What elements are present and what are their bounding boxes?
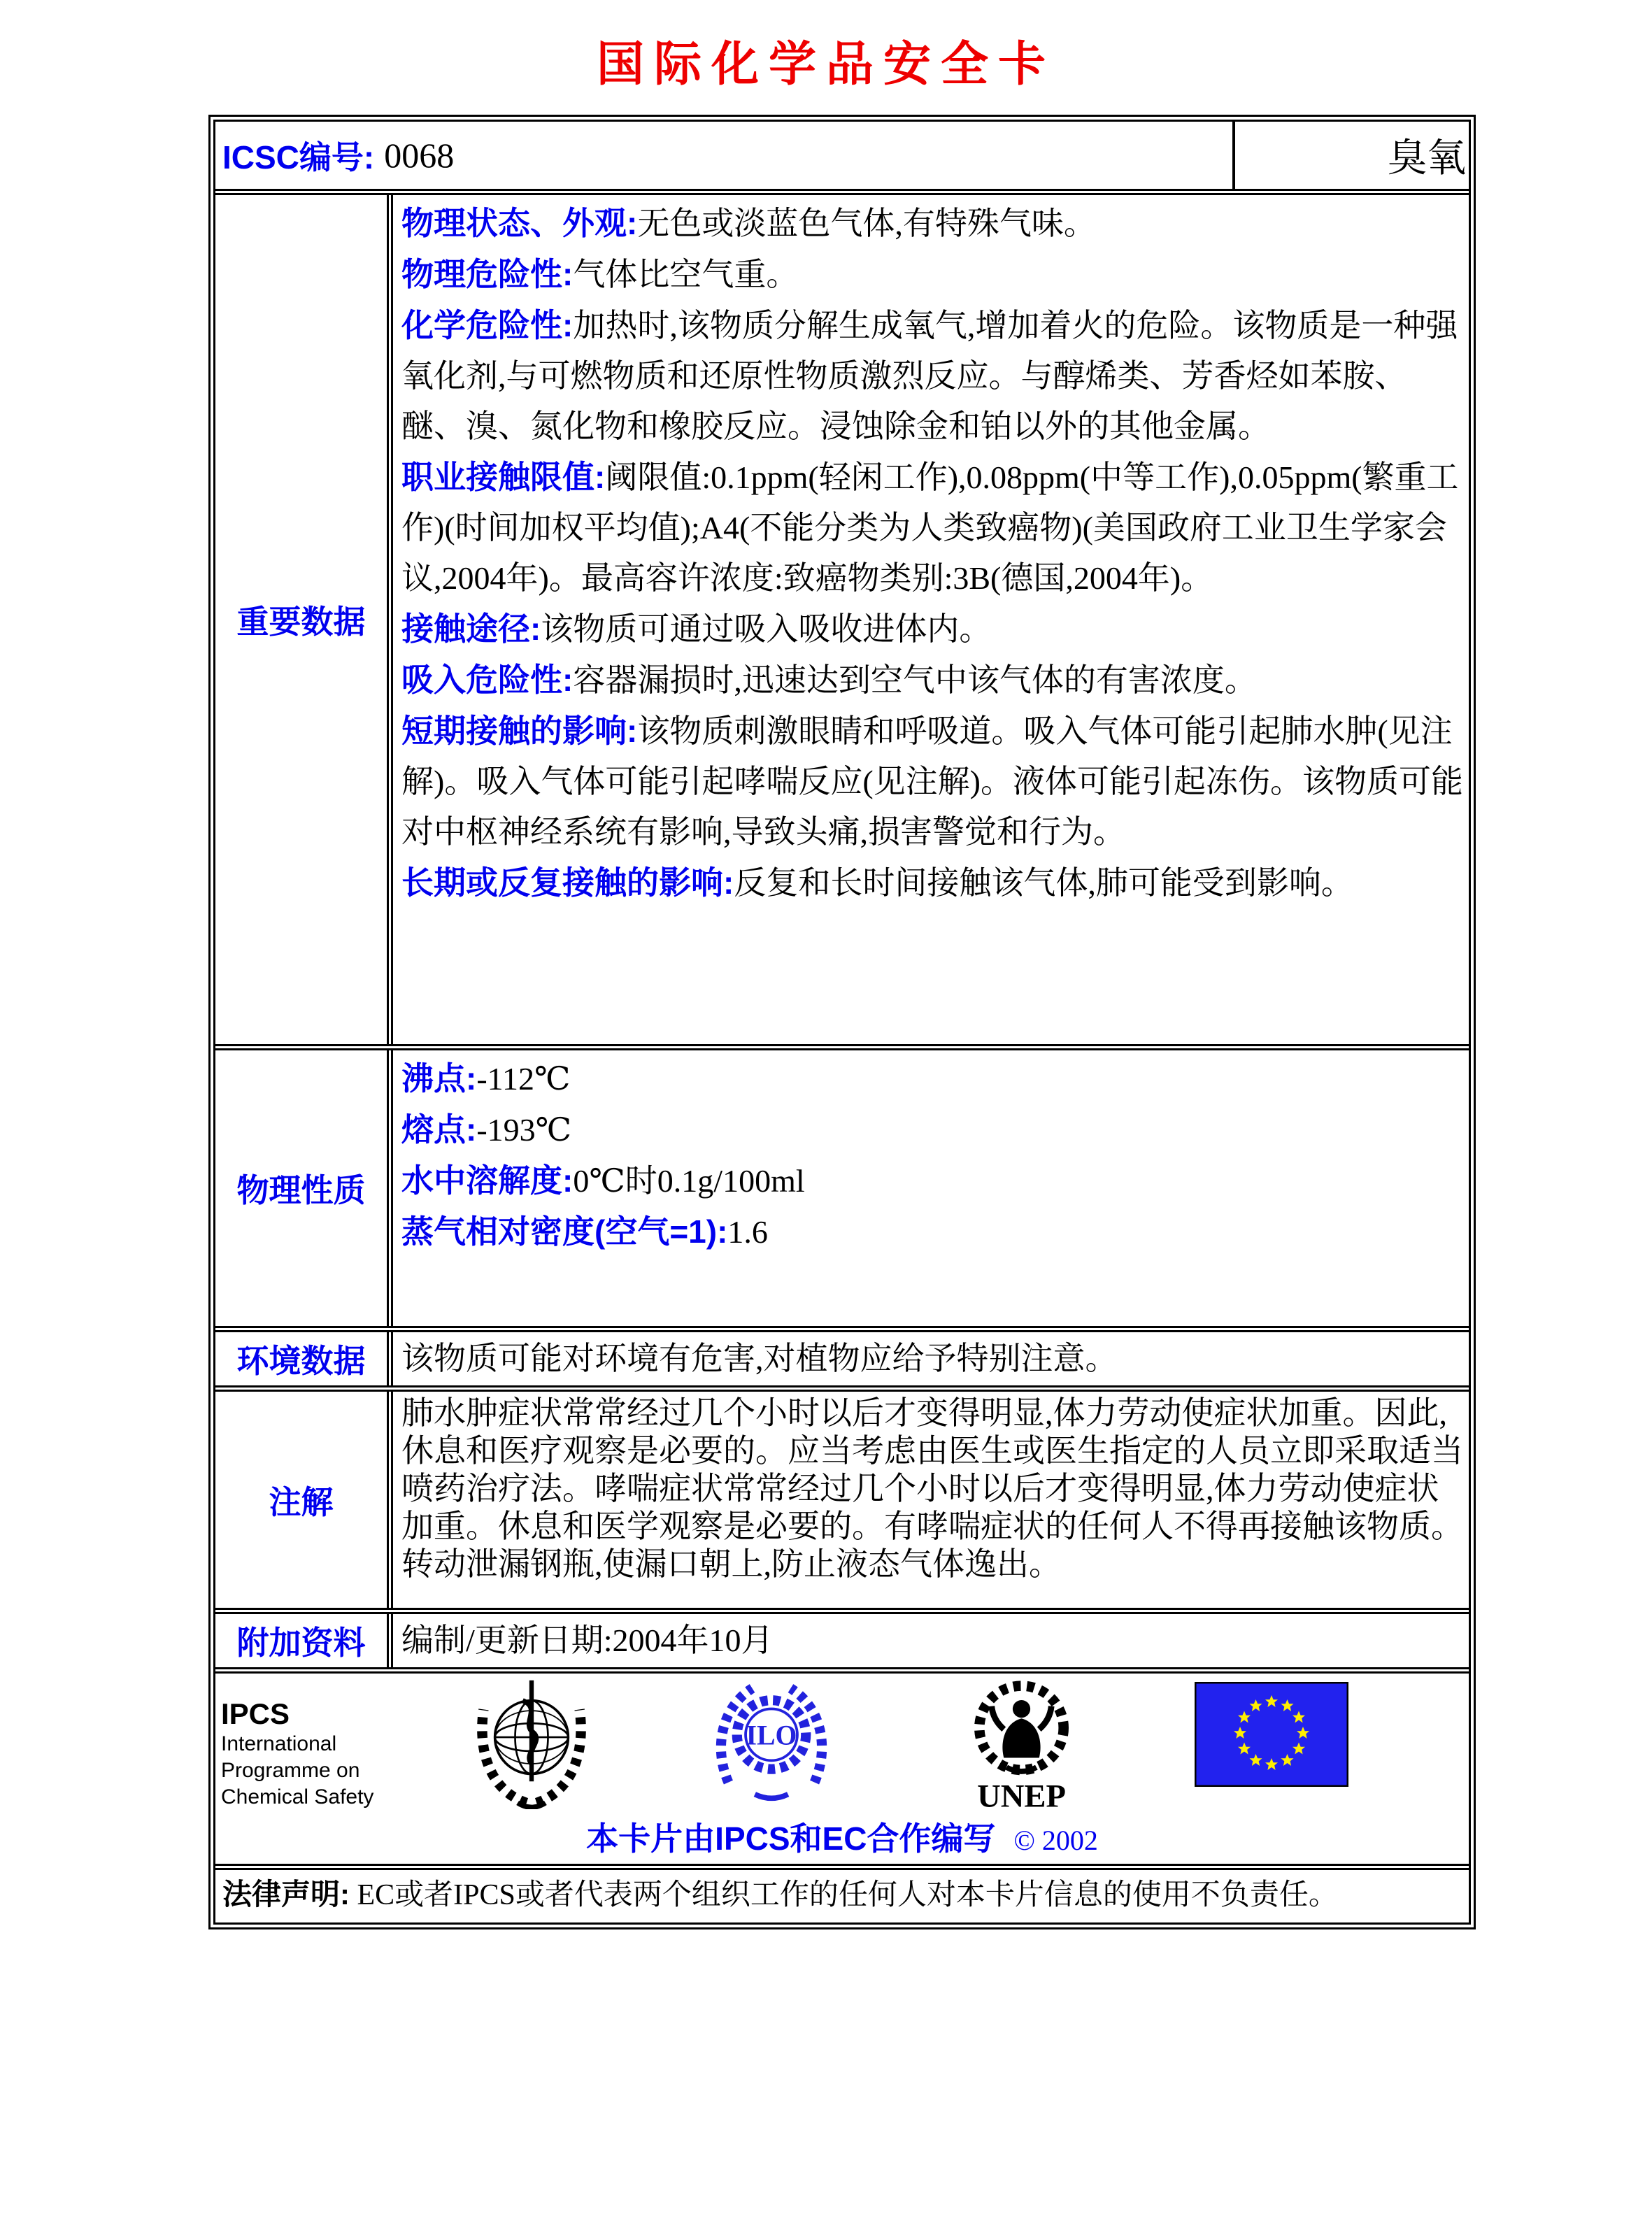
additional-info-row xyxy=(215,1608,1469,1667)
field-label: 蒸气相对密度(空气=1): xyxy=(401,1213,728,1250)
ipcs-line: International xyxy=(221,1732,337,1755)
field-label: 熔点: xyxy=(401,1111,477,1148)
icsc-number-value: 0068 xyxy=(384,136,455,175)
icsc-number-cell xyxy=(215,122,1232,189)
field-label: 短期接触的影响: xyxy=(401,713,638,749)
caption-text: 本卡片由IPCS和EC合作编写 xyxy=(586,1820,996,1857)
field-label: 物理状态、外观: xyxy=(401,205,638,241)
field-text: 0℃时0.1g/100ml xyxy=(573,1163,805,1199)
important-data-content xyxy=(393,195,1469,1044)
field-text: 加热时,该物质分解生成氧气,增加着火的危险。该物质是一种强氧化剂,与可燃物质和还原性物质激烈反应。与醇烯类、芳香烃如苯胺、醚、溴、氮化物和橡胶反应。浸蚀除金和铂以外的其他金属。 xyxy=(401,308,1458,444)
environment-data-row xyxy=(215,1326,1469,1385)
important-item xyxy=(401,452,1463,604)
ipcs-line: Programme on xyxy=(221,1759,360,1782)
ipcs-line: Chemical Safety xyxy=(221,1785,374,1808)
field-text: -112℃ xyxy=(476,1061,571,1097)
field-label: 沸点: xyxy=(401,1060,477,1097)
svg-text:ILO: ILO xyxy=(746,1720,797,1751)
section-label-important: 重要数据 xyxy=(215,195,393,1044)
additional-info-content: 编制/更新日期:2004年10月 xyxy=(401,1622,774,1658)
copyright-text: © 2002 xyxy=(1013,1825,1098,1856)
important-item xyxy=(401,198,1463,249)
field-label: 长期或反复接触的影响: xyxy=(401,864,734,901)
field-label: 吸入危险性: xyxy=(401,662,574,698)
physical-item xyxy=(401,1206,1463,1257)
icsc-card xyxy=(208,115,1476,1929)
physical-item xyxy=(401,1053,1463,1104)
eu-flag-icon xyxy=(1195,1682,1348,1790)
section-label-notes: 注解 xyxy=(215,1392,393,1608)
chemical-name-cell xyxy=(1232,122,1469,189)
field-label: 职业接触限值: xyxy=(401,459,606,495)
physical-properties-row xyxy=(215,1044,1469,1326)
ilo-logo-icon xyxy=(708,1676,834,1807)
unep-logo-icon xyxy=(953,1676,1090,1820)
icsc-number-label: ICSC编号: xyxy=(222,139,375,176)
section-label-additional: 附加资料 xyxy=(215,1614,393,1667)
physical-properties-content xyxy=(393,1050,1469,1326)
section-label-physical: 物理性质 xyxy=(215,1050,393,1326)
organizations-row xyxy=(215,1667,1469,1864)
field-label: 化学危险性: xyxy=(401,307,574,343)
important-item xyxy=(401,300,1463,452)
legal-notice-text: EC或者IPCS或者代表两个组织工作的任何人对本卡片信息的使用不负责任。 xyxy=(357,1879,1338,1911)
field-text: 该物质刺激眼睛和呼吸道。吸入气体可能引起肺水肿(见注解)。吸入气体可能引起哮喘反应(见注解)。液体可能引起冻伤。该物质可能对中枢神经系统有影响,导致头痛,损害警觉和行为。 xyxy=(401,713,1463,850)
field-text: 阈限值:0.1ppm(轻闲工作),0.08ppm(中等工作),0.05ppm(繁重工作)(时间加权平均值);A4(不能分类为人类致癌物)(美国政府工业卫生学家会议,2004年)。最高容许浓度:致癌物类别:3B(德国,2004年)。 xyxy=(401,459,1459,596)
section-label-environment: 环境数据 xyxy=(215,1332,393,1385)
physical-item xyxy=(401,1104,1463,1155)
field-text: -193℃ xyxy=(476,1112,572,1148)
notes-row xyxy=(215,1385,1469,1608)
cooperation-caption xyxy=(215,1813,1469,1860)
important-item xyxy=(401,655,1463,706)
who-logo-icon xyxy=(462,1679,601,1813)
field-text: 气体比空气重。 xyxy=(573,257,799,292)
notes-content: 肺水肿症状常常经过几个小时以后才变得明显,体力劳动使症状加重。因此,休息和医疗观察是必要的。应当考虑由医生或医生指定的人员立即采取适当喷药治疗法。哮喘症状常常经过几个小时以后才变得明显,体力劳动使症状加重。休息和医学观察是必要的。有哮喘症状的任何人不得再接触该物质。转动泄漏钢瓶,使漏口朝上,防止液态气体逸出。 xyxy=(401,1395,1463,1582)
important-item xyxy=(401,706,1463,857)
important-item xyxy=(401,604,1463,655)
page-title: 国际化学品安全卡 xyxy=(596,36,1055,92)
important-data-row xyxy=(215,189,1469,1044)
legal-notice-row xyxy=(215,1864,1469,1922)
chemical-name: 臭氧 xyxy=(1388,137,1466,180)
field-text: 无色或淡蓝色气体,有特殊气味。 xyxy=(637,206,1096,241)
ipcs-acronym: IPCS xyxy=(221,1697,290,1730)
ipcs-text-block xyxy=(221,1697,373,1811)
important-item xyxy=(401,857,1463,908)
important-item xyxy=(401,249,1463,300)
field-text: 该物质可通过吸入吸收进体内。 xyxy=(541,611,992,647)
field-text: 反复和长时间接触该气体,肺可能受到影响。 xyxy=(734,865,1353,901)
field-text: 1.6 xyxy=(727,1214,768,1250)
field-label: 水中溶解度: xyxy=(401,1162,574,1199)
field-text: 容器漏损时,迅速达到空气中该气体的有害浓度。 xyxy=(573,662,1257,698)
physical-item xyxy=(401,1155,1463,1206)
unep-logo-text: UNEP xyxy=(977,1778,1066,1815)
legal-notice-label: 法律声明: xyxy=(222,1878,350,1911)
header-row xyxy=(215,122,1469,189)
field-label: 物理危险性: xyxy=(401,256,574,292)
field-label: 接触途径: xyxy=(401,611,541,647)
environment-data-content: 该物质可能对环境有危害,对植物应给予特别注意。 xyxy=(401,1341,1118,1376)
